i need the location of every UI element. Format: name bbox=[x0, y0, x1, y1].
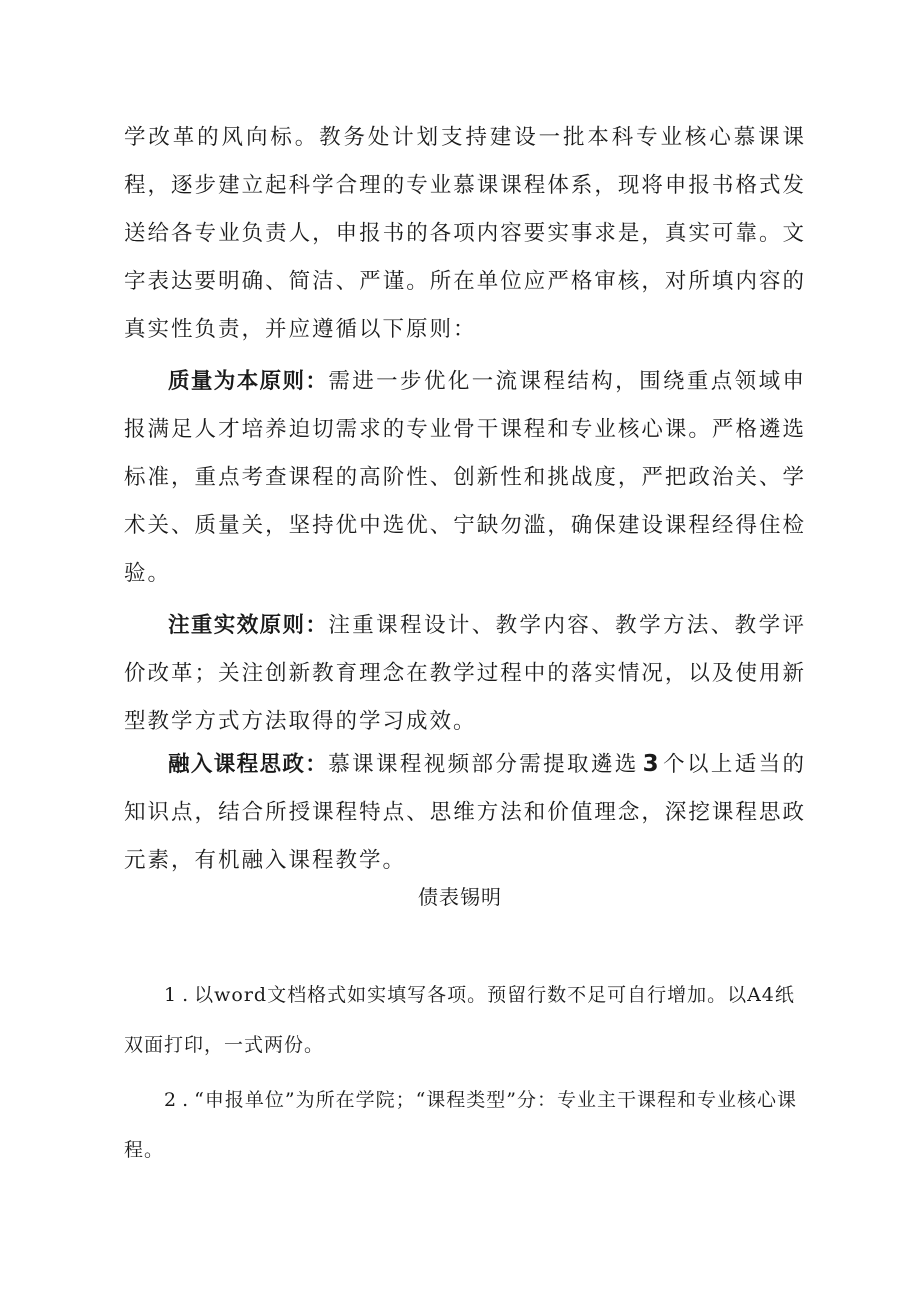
principle-ideology-number: 3 bbox=[642, 751, 659, 777]
intro-paragraph bbox=[124, 114, 806, 354]
note-text: “申报单位”为所在学院；“课程类型”分：专业主干课程和专业核心课程。 bbox=[124, 1089, 797, 1161]
principle-quality-title: 质量为本原则： bbox=[168, 369, 329, 394]
principle-effect-title: 注重实效原则： bbox=[168, 613, 329, 638]
note-item-2 bbox=[124, 1075, 806, 1175]
principle-ideology-title: 融入课程思政： bbox=[168, 752, 329, 777]
principle-quality-text: 需进一步优化一流课程结构，围绕重点领域申报满足人才培养迫切需求的专业骨干课程和专业核心课。严格遴选标准，重点考查课程的高阶性、创新性和挑战度，严把政治关、学术关、质量关，坚持优中选优、宁缺勿滥，确保建设课程经得住检验。 bbox=[124, 369, 806, 586]
note-number: 1. bbox=[164, 984, 195, 1006]
intro-text: 学改革的风向标。教务处计划支持建设一批本科专业核心慕课课程，逐步建立起科学合理的专业慕课课程体系，现将申报书格式发送给各专业负责人，申报书的各项内容要实事求是，真实可靠。文字表达要明确、简洁、严谨。所在单位应严格审核，对所填内容的真实性负责，并应遵循以下原则： bbox=[124, 125, 806, 342]
principle-ideology-paragraph bbox=[124, 740, 806, 885]
note-text: 以word文档格式如实填写各项。预留行数不足可自行增加。以A4纸双面打印，一式两份。 bbox=[124, 984, 795, 1056]
section-title: 债表锡明 bbox=[418, 885, 502, 909]
note-number: 2. bbox=[164, 1089, 195, 1111]
principle-ideology-text-after: 个以上适当的知识点，结合所授课程特点、思维方法和价值理念，深挖课程思政元素，有机融入课程教学。 bbox=[124, 752, 806, 873]
principle-effect-text: 注重课程设计、教学内容、教学方法、教学评价改革；关注创新教育理念在教学过程中的落实情况，以及使用新型教学方式方法取得的学习成效。 bbox=[124, 613, 806, 734]
note-item-1 bbox=[124, 970, 806, 1070]
principle-ideology-text-before: 慕课课程视频部分需提取遴选 bbox=[328, 752, 639, 777]
principle-quality-paragraph bbox=[124, 358, 806, 598]
principle-effect-paragraph bbox=[124, 602, 806, 746]
